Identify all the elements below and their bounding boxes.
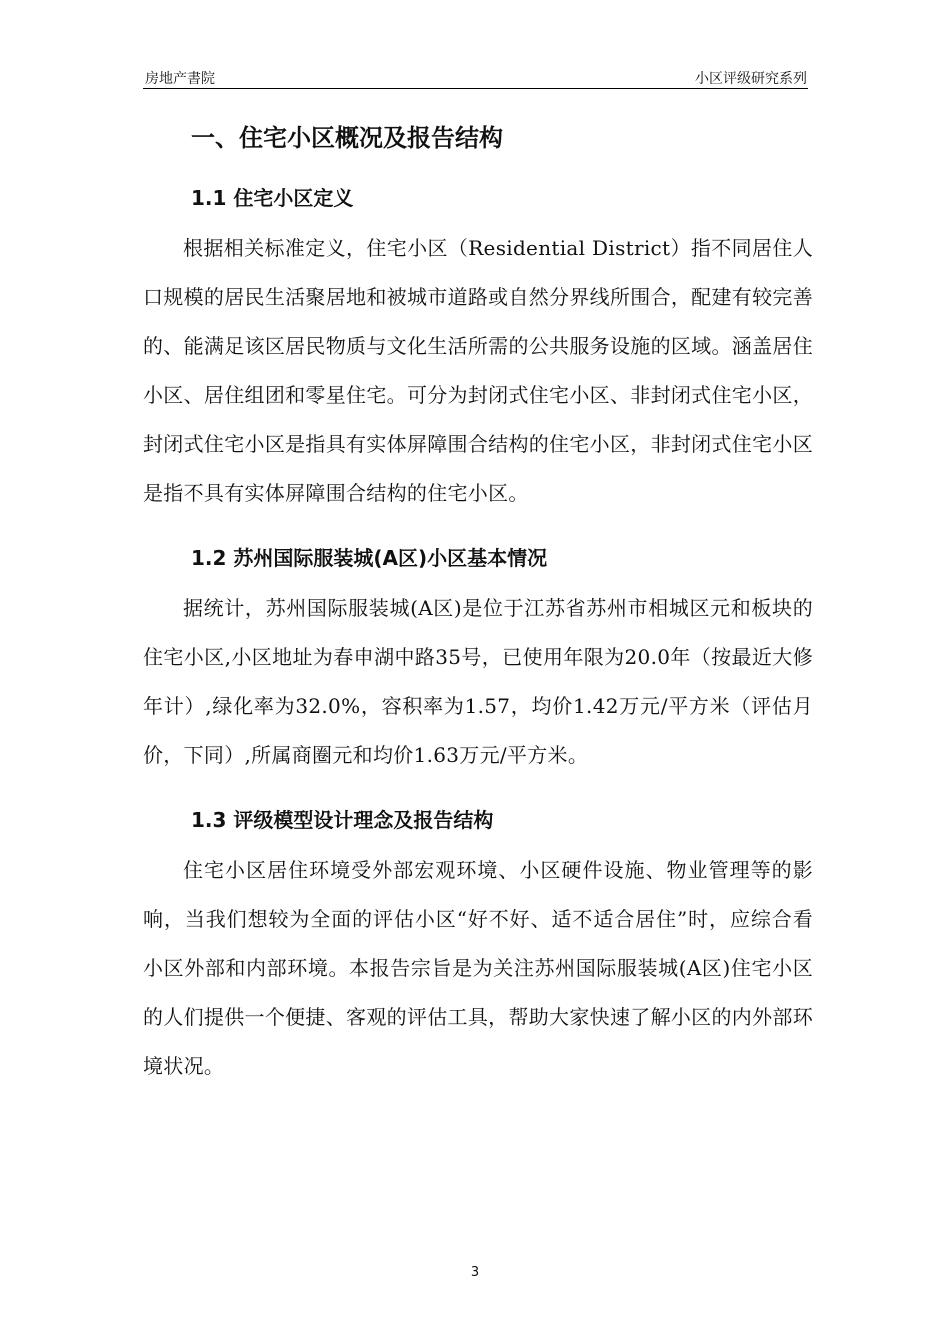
section-paragraph-1-2: 据统计，苏州国际服装城(A区)是位于江苏省苏州市相城区元和板块的住宅小区,小区地址为春申湖中路35号，已使用年限为20.0年（按最近大修年计）,绿化率为32.0%，容积率为1.57，均价1.42万元/平方米（评估月价，下同）,所属商圈元和均价1.63万元/平方米。 (143, 596, 813, 767)
header-divider (143, 88, 808, 89)
chapter-title: 一、住宅小区概况及报告结构 (191, 124, 503, 152)
section-heading-1-1: 1.1 住宅小区定义 (191, 186, 354, 210)
section-heading-1-3: 1.3 评级模型设计理念及报告结构 (191, 808, 494, 832)
section-paragraph-1-3: 住宅小区居住环境受外部宏观环境、小区硬件设施、物业管理等的影响，当我们想较为全面的评估小区“好不好、适不适合居住”时，应综合看小区外部和内部环境。本报告宗旨是为关注苏州国际服装城(A区)住宅小区的人们提供一个便捷、客观的评估工具，帮助大家快速了解小区的内外部环境状况。 (143, 858, 813, 1078)
page-number: 3 (470, 1265, 480, 1280)
header-series-title: 小区评级研究系列 (695, 71, 807, 87)
section-paragraph-1-1: 根据相关标准定义，住宅小区（Residential District）指不同居住人口规模的居民生活聚居地和被城市道路或自然分界线所围合，配建有较完善的、能满足该区居民物质与文化生活所需的公共服务设施的区域。涵盖居住小区、居住组团和零星住宅。可分为封闭式住宅小区、非封闭式住宅小区，封闭式住宅小区是指具有实体屏障围合结构的住宅小区，非封闭式住宅小区是指不具有实体屏障围合结构的住宅小区。 (143, 236, 813, 505)
header-publisher: 房地产書院 (145, 71, 215, 87)
document-body (143, 110, 813, 1091)
section-heading-1-2: 1.2 苏州国际服装城(A区)小区基本情况 (191, 546, 548, 570)
